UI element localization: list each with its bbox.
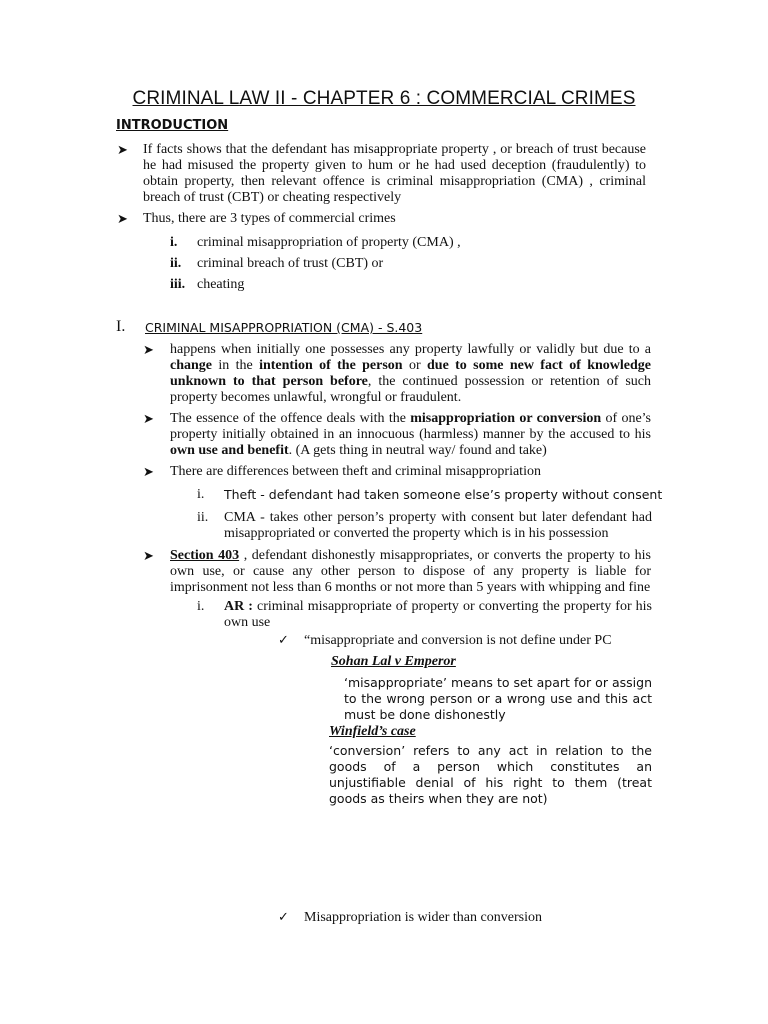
list-item: criminal breach of trust (CBT) or (197, 256, 384, 271)
arrow-bullet-icon: ➤ (143, 548, 154, 563)
case-name: Winfield’s case (329, 724, 416, 739)
list-item: cheating (197, 277, 245, 292)
section-paragraph-3: There are differences between theft and criminal misappropriation (170, 464, 541, 479)
check-item-text: “misappropriate and conversion is not define under PC (304, 633, 612, 648)
intro-paragraph-2: Thus, there are 3 types of commercial crimes (143, 211, 396, 226)
list-number: i. (197, 487, 205, 502)
document-title: CRIMINAL LAW II - CHAPTER 6 : COMMERCIAL CRIMES (132, 88, 636, 109)
list-item: Theft - defendant had taken someone else’s property without consent (224, 487, 663, 502)
check-icon: ✓ (278, 910, 289, 925)
arrow-bullet-icon: ➤ (143, 411, 154, 426)
list-number: ii. (170, 256, 182, 271)
list-number: i. (197, 599, 205, 614)
case-description: ‘misappropriate’ means to set apart for or assign to the wrong person or a wrong use and this act must be done dishonestly (344, 675, 652, 722)
arrow-bullet-icon: ➤ (143, 342, 154, 357)
list-number: ii. (197, 510, 209, 525)
intro-paragraph-1: If facts shows that the defendant has misappropriate property , or breach of trust because he had misused the property given to hum or he had used deception (fraudulently) to obtain property, then relevant offence is criminal misappropriation (CMA) , criminal breach of trust (CBT) or cheating respectively (143, 142, 646, 205)
section-heading: CRIMINAL MISAPPROPRIATION (CMA) - S.403 (145, 320, 423, 335)
list-number: iii. (170, 277, 186, 292)
arrow-bullet-icon: ➤ (143, 464, 154, 479)
list-item: criminal misappropriation of property (CMA) , (197, 235, 461, 250)
list-item: CMA - takes other person’s property with consent but later defendant had misappropriated or converted the property which is in his possession (224, 510, 652, 541)
check-icon: ✓ (278, 633, 289, 648)
arrow-bullet-icon: ➤ (117, 142, 128, 157)
introduction-heading: INTRODUCTION (116, 118, 229, 133)
section-paragraph-1: happens when initially one possesses any property lawfully or validly but due to a change in the intention of the person or due to some new fact of knowledge unknown to that person before, the continued possession or retention of such property becomes unlawful, wrongful or fraudulent. (170, 342, 652, 405)
case-description: ‘conversion’ refers to any act in relation to the goods of a person which constitutes an unjustifiable denial of his right to them (treat goods as theirs when they are not) (329, 743, 652, 806)
section-paragraph-4: Section 403 , defendant dishonestly misappropriates, or converts the property to his own use, or cause any other person to dispose of any property is liable for imprisonment not less than 6 months or not more than 5 years with whipping and fine (170, 548, 651, 595)
check-item-text: Misappropriation is wider than conversion (304, 910, 542, 925)
ar-paragraph: AR : criminal misappropriate of property or converting the property for his own use (224, 599, 652, 630)
arrow-bullet-icon: ➤ (117, 211, 128, 226)
section-number: I. (116, 318, 126, 335)
case-name: Sohan Lal v Emperor (331, 654, 456, 669)
list-number: i. (170, 235, 178, 250)
section-paragraph-2: The essence of the offence deals with the misappropriation or conversion of one’s property initially obtained in an innocuous (harmless) manner by the accused to his own use and benefit. (A gets thing in neutral way/ found and take) (170, 411, 651, 458)
